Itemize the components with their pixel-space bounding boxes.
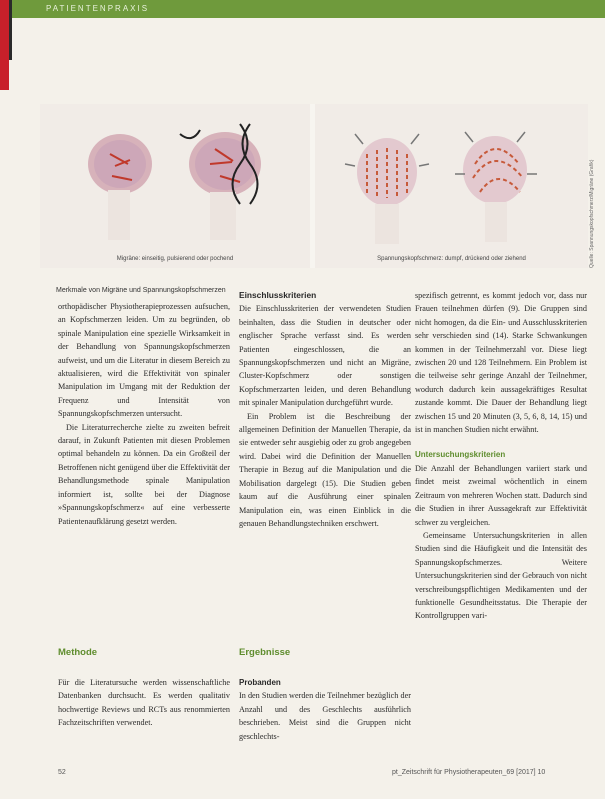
figure-illustration (40, 104, 588, 268)
probanden-heading: Probanden (239, 678, 281, 687)
einschluss-heading: Einschlusskriterien (239, 290, 317, 300)
migraine-caption: Migräne: einseitig, pulsierend oder pochend (116, 256, 234, 262)
paragraph: Die Einschlusskriterien der verwendeten Studien beinhalten, dass die Studien in deutscher oder englischer Sprache verfasst sind. Es werden Patienten eingeschlossen, die an Spannungskopfschmerzen und nicht an Migräne, Cluster-Kopfschmerz oder sonstigen Kopfschmerzarten leiden, und deren Behandlung mit spinaler Manipulation durchgeführt wurde. (239, 304, 411, 408)
methode-text (58, 676, 230, 730)
section-header-bar (0, 0, 605, 18)
paragraph: spezifisch getrennt, es kommt jedoch vor, dass nur Frauen teilnehmen dürfen (9). Die Gruppen sind nicht homogen, da die Ein- und Ausschlusskriterien sehr verschieden sind (14). Starke Schwankungen kommen in der Teilnehmerzahl vor. Diese liegt zwischen 20 und 128 Teilnehmern. Ein Problem ist die teilweise sehr geringe Anzahl der Teilnehmer, wodurch dadurch kein aussagekräftiges Resultat zustande kommt. Die Dauer der Behandlung liegt zwischen 15 und 20 Minuten (3, 5, 6, 8, 14, 15) und ist in manchen Studien nicht erwähnt. (415, 291, 587, 435)
ergebnisse-heading: Ergebnisse (239, 647, 291, 658)
probanden-section (239, 676, 411, 743)
tension-headache-panel (315, 104, 588, 268)
text-column-1 (58, 300, 230, 528)
migraine-panel (40, 104, 310, 268)
migraine-heads-illustration (40, 104, 310, 268)
untersuchungskriterien-heading: Untersuchungskriterien (415, 450, 506, 460)
paragraph: Ein Problem ist die Beschreibung der allgemeinen Definition der Manuellen Therapie, da sie entweder sehr ausgiebig oder zu grob angegeben wird. Dabei wird die Definition der Manuellen Therapie in Bezug auf die Manipulation und die Mobilisation dargelegt (15). Die Studien geben kaum auf die Ausführung einer spinalen Manipulation ein, was einen Einblick in die genauen Behandlungstechniken erschwert. (239, 411, 411, 528)
paragraph: Für die Literatursuche werden wissenschaftliche Datenbanken durchsucht. Es werden qualitativ hochwertige Reviews und RCTs aus renommierten Fachzeitschriften verwendet. (58, 678, 230, 728)
methode-heading: Methode (58, 647, 98, 658)
section-label: PATIENTENPRAXIS (46, 4, 150, 13)
tension-heads-illustration (315, 104, 588, 268)
edge-marker-dark (9, 0, 12, 60)
paragraph: orthopädischer Physiotherapieprozessen aufsuchen, an Kopfschmerzen leiden. Um zu begründen, ob spinale Manipulation eine spezielle Wirksamkeit in der Behandlung von Spannungskopfschmerzen aufweist, und um die Literatur in diesem Bereich zu aktualisieren, wird die Effektivität von spinaler Manipulation im Umgang mit der Reduktion der Frequenz und Intensität von Spannungskopfschmerzen untersucht. (58, 302, 230, 419)
tension-caption: Spannungskopfschmerz: dumpf, drückend oder ziehend (377, 256, 526, 262)
image-credit: Quelle: Spannungskopfschmerz/Migräne (Grafik) (589, 159, 595, 268)
paragraph: Die Anzahl der Behandlungen variiert stark und findet meist zweimal wöchentlich in einem Zeitraum von mehreren Wochen statt. Dadurch sind die Studien in ihrer Aussagekraft zur Effektivität schwer zu vergleichen. (415, 463, 587, 527)
journal-footer: pt_Zeitschrift für Physiotherapeuten_69 [2017] 10 (392, 769, 546, 776)
figure-caption: Merkmale von Migräne und Spannungskopfschmerzen (56, 287, 226, 294)
page-number: 52 (58, 769, 66, 776)
text-column-3 (415, 289, 587, 623)
text-column-2 (239, 289, 411, 530)
paragraph: Gemeinsame Untersuchungskriterien in allen Studien sind die Häufigkeit und die Intensität des Spannungskopfschmerzes. Weitere Untersuchungskriterien sind der Gebrauch von nicht verschreibungspflichtigen Medikamenten und der funktionelle Gesundheitsstatus. Die Therapie der Kontrollgruppen vari- (415, 530, 587, 621)
paragraph: Die Literaturrecherche zielte zu zweiten befreit darauf, in Zukunft Patienten mit diesen Problemen optimal behandeln zu können. Da ein Großteil der Betroffenen nicht genügend über die Effektivität der Behandlungsmethode spinale Manipulation informiert ist, sollte bei der Diagnose »Spannungskopfschmerz« auf eine verbesserte Patientenaufklärung gesetzt werden. (58, 422, 230, 526)
edge-marker (0, 0, 9, 90)
paragraph: In den Studien werden die Teilnehmer bezüglich der Anzahl und des Geschlechts ausführlich beschrieben. Meist sind die Gruppen nicht geschlechts- (239, 691, 411, 741)
